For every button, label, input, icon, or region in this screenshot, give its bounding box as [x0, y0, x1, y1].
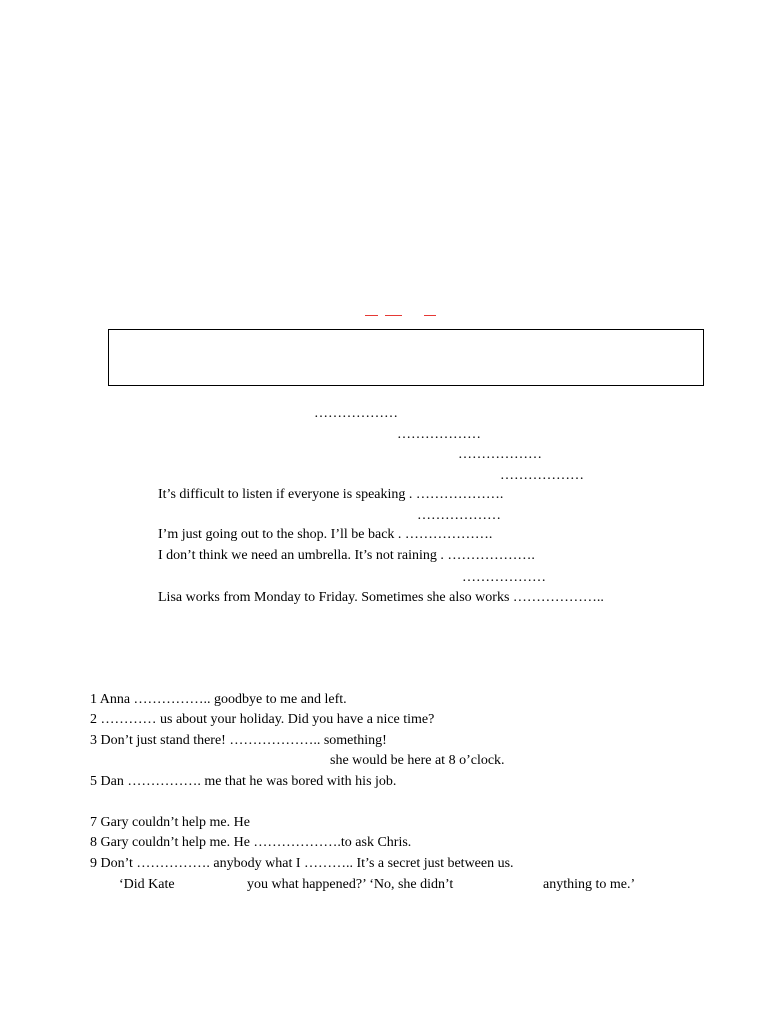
exercise-2-line: she would be here at 8 o’clock. — [330, 753, 505, 768]
word-box — [108, 329, 704, 386]
exercise-1-line: Lisa works from Monday to Friday. Sometimes she also works ……………….. — [158, 590, 604, 605]
exercise-1-line: ……………… — [397, 427, 481, 442]
exercise-2-line: 2 ………… us about your holiday. Did you have a nice time? — [90, 712, 435, 727]
exercise-2-last-line-part: anything to me.’ — [543, 877, 636, 892]
exercise-1-line: ……………… — [417, 508, 501, 523]
exercise-1-line: I don’t think we need an umbrella. It’s not raining . ………………. — [158, 548, 535, 563]
heading-dash — [424, 315, 436, 316]
exercise-2-last-line-part: ‘Did Kate — [119, 877, 175, 892]
exercise-2-line: 3 Don’t just stand there! ……………….. something! — [90, 733, 387, 748]
exercise-1-line: It’s difficult to listen if everyone is speaking . ………………. — [158, 487, 504, 502]
exercise-1-line: ……………… — [500, 468, 584, 483]
exercise-1-line: ……………… — [458, 447, 542, 462]
exercise-1-line: ……………… — [462, 570, 546, 585]
heading-dash — [365, 315, 378, 316]
exercise-2-line: 8 Gary couldn’t help me. He ……………….to ask Chris. — [90, 835, 412, 850]
heading-dash — [385, 315, 402, 316]
exercise-2-last-line-part: you what happened?’ ‘No, she didn’t — [247, 877, 454, 892]
exercise-1-line: I’m just going out to the shop. I’ll be back . ………………. — [158, 527, 493, 542]
exercise-1-line: ……………… — [314, 406, 398, 421]
exercise-2-line: 7 Gary couldn’t help me. He — [90, 815, 250, 830]
exercise-2-line: 1 Anna …………….. goodbye to me and left. — [90, 692, 347, 707]
exercise-2-line: 5 Dan ……………. me that he was bored with his job. — [90, 774, 397, 789]
exercise-2-line: 9 Don’t ……………. anybody what I ……….. It’s a secret just between us. — [90, 856, 514, 871]
